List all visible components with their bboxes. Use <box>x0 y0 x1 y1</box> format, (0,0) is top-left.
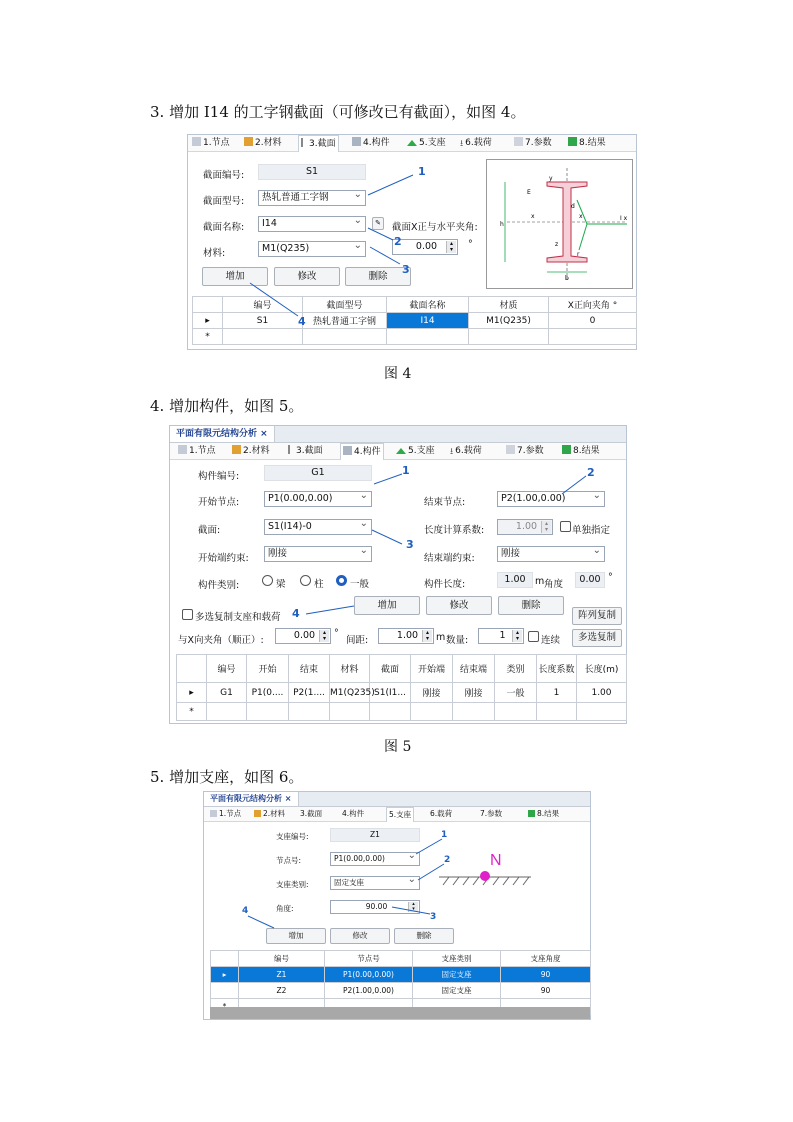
diagram-b-label: b <box>565 275 569 282</box>
continuous-label: 连续 <box>541 635 561 646</box>
add-button[interactable]: 增加 <box>202 267 268 286</box>
stepper-icon[interactable]: ▴ ▾ <box>319 630 329 642</box>
support-code-field: Z1 <box>330 828 420 842</box>
table-new-row[interactable]: * <box>177 703 627 721</box>
annotation-arrows <box>170 426 626 723</box>
edit-button[interactable]: 修改 <box>274 267 340 286</box>
member-length-field: 1.00 <box>497 572 533 588</box>
section-label: 截面: <box>198 525 221 536</box>
member-code-label: 构件编号: <box>198 471 240 482</box>
annotation-3: 3 <box>430 912 437 922</box>
radio-beam-label: 梁 <box>276 579 286 590</box>
edit-button[interactable]: 修改 <box>426 596 492 615</box>
table-header: 编号 开始 结束 材料 截面 开始端 结束端 类别 长度系数 长度(m) <box>177 655 627 683</box>
tab-members[interactable]: 4.构件 <box>342 809 365 818</box>
tab-supports[interactable]: 5.支座 <box>386 807 414 822</box>
meter-unit-2: m <box>436 632 446 643</box>
diagram-x-label-left: x <box>531 213 535 220</box>
tab-sections[interactable]: 3.截面 <box>288 444 323 458</box>
add-button[interactable]: 增加 <box>354 596 420 615</box>
stepper-icon[interactable]: ▴ ▾ <box>422 630 432 642</box>
node-label: 节点号: <box>276 856 302 865</box>
section-select[interactable]: S1(I14)-0 ⌄ <box>264 519 372 535</box>
annotation-1: 1 <box>418 165 426 178</box>
stepper-icon[interactable]: ▴ ▾ <box>541 521 551 533</box>
tab-materials[interactable]: 2.材料 <box>254 808 285 822</box>
section-name-label: 截面名称: <box>203 222 245 233</box>
annotation-4: 4 <box>242 906 249 916</box>
degree-label-2: ° <box>334 628 339 639</box>
member-code-field: G1 <box>264 465 372 481</box>
angle-label: 角度 <box>544 579 564 590</box>
diagram-ix-label: I x <box>620 215 628 222</box>
close-icon[interactable]: × <box>284 794 292 803</box>
table-row[interactable]: Z2 P2(1.00,0.00) 固定支座 90 <box>211 983 591 999</box>
tab-supports[interactable]: 5.支座 <box>396 444 435 458</box>
multi-copy-button[interactable]: 多选复制 <box>572 629 622 647</box>
member-length-label: 构件长度: <box>424 579 466 590</box>
document-tab[interactable]: 平面有限元结构分析 × <box>170 426 275 442</box>
tab-sections[interactable]: 3.截面 <box>298 135 339 152</box>
tab-loads[interactable]: ⭳ 6.载荷 <box>450 446 482 457</box>
multi-copy-label: 多选复制支座和载荷 <box>195 612 281 623</box>
stepper-icon[interactable]: ▴ ▾ <box>408 902 418 912</box>
section-type-label: 截面型号: <box>203 196 245 207</box>
radio-general-label: 一般 <box>350 579 370 590</box>
table-new-row[interactable]: * <box>193 329 637 345</box>
angle-field: 0.00 <box>575 572 605 588</box>
figure-4-caption: 图 4 <box>384 366 412 382</box>
angle-label: 角度: <box>276 904 294 913</box>
single-label: 单独指定 <box>572 525 611 536</box>
start-constraint-label: 开始端约束: <box>198 553 249 564</box>
x-angle-label: 与X向夹角（顺正）: <box>178 635 264 646</box>
start-node-label: 开始节点: <box>198 497 240 508</box>
delete-button[interactable]: 删除 <box>498 596 564 615</box>
close-icon[interactable]: × <box>260 429 268 439</box>
tab-results[interactable]: 8.结果 <box>568 136 606 150</box>
add-button[interactable]: 增加 <box>266 928 326 944</box>
annotation-4: 4 <box>292 607 300 620</box>
tab-nodes[interactable]: 1.节点 <box>210 808 241 822</box>
tab-materials[interactable]: 2.材料 <box>232 444 270 458</box>
table-row[interactable]: ▸ G1 P1(0.... P2(1.... M1(Q235) S1(I1... 刚接 刚接 一般 1 1.00 <box>177 683 627 703</box>
end-node-select[interactable]: P2(1.00,0.00) ⌄ <box>497 491 605 507</box>
angle-input[interactable]: 90.00 ▴ ▾ <box>330 900 420 914</box>
section-angle-input[interactable]: 0.00 ▴ ▾ <box>392 239 458 255</box>
length-factor-label: 长度计算系数: <box>424 525 485 536</box>
gap-label: 间距: <box>346 635 369 646</box>
tab-materials[interactable]: 2.材料 <box>244 136 282 150</box>
tab-nodes[interactable]: 1.节点 <box>178 444 216 458</box>
delete-button[interactable]: 删除 <box>394 928 454 944</box>
table-header: 编号 节点号 支座类别 支座角度 <box>211 951 591 967</box>
tab-results[interactable]: 8.结果 <box>528 808 559 822</box>
support-panel <box>203 791 591 1020</box>
stepper-icon[interactable]: ▴ ▾ <box>512 630 522 642</box>
count-label: 数量: <box>446 635 469 646</box>
tab-loads[interactable]: ⭳ 6.载荷 <box>460 138 492 149</box>
diagram-d-label: d <box>571 203 575 210</box>
edit-section-icon[interactable]: ✎ <box>372 217 384 230</box>
load-arrow-icon: ⭳ <box>450 447 454 457</box>
degree-label: ° <box>608 572 613 583</box>
annotation-arrows <box>188 135 636 349</box>
step-4-text: 4. 增加构件，如图 5。 <box>150 397 304 415</box>
member-panel <box>169 425 627 724</box>
tab-nodes[interactable]: 1.节点 <box>192 136 230 150</box>
delete-button[interactable]: 删除 <box>345 267 411 286</box>
annotation-3: 3 <box>402 263 410 276</box>
length-factor-input[interactable]: 1.00 ▴ ▾ <box>497 519 553 535</box>
annotation-4: 4 <box>298 315 306 328</box>
material-label: 材料: <box>203 248 226 259</box>
table-row[interactable]: ▸ S1 热轧普通工字钢 I14 M1(Q235) 0 <box>193 313 637 329</box>
annotation-3: 3 <box>406 538 414 551</box>
tab-members[interactable]: 4.构件 <box>340 443 384 460</box>
end-node-label: 结束节点: <box>424 497 466 508</box>
support-type-label: 支座类别: <box>276 880 309 889</box>
section-angle-label: 截面X正与水平夹角: <box>392 222 478 233</box>
tab-results[interactable]: 8.结果 <box>562 444 600 458</box>
gap-input[interactable]: 1.00 ▴ ▾ <box>378 628 434 644</box>
figure-5-caption: 图 5 <box>384 739 412 755</box>
section-name-select[interactable]: I14 ⌄ <box>258 216 366 232</box>
section-type-select[interactable]: 热轧普通工字钢 ⌄ <box>258 190 366 206</box>
member-kind-label: 构件类别: <box>198 580 240 591</box>
start-constraint-select[interactable]: 刚接 ⌄ <box>264 546 372 562</box>
diagram-h-label: h <box>500 221 504 228</box>
annotation-arrows <box>204 792 590 1019</box>
diagram-z-label: z <box>555 241 559 248</box>
section-code-label: 截面编号: <box>203 170 245 181</box>
tab-params[interactable]: 7.参数 <box>514 136 552 150</box>
stepper-icon[interactable]: ▴ ▾ <box>446 241 456 253</box>
tab-supports[interactable]: 5.支座 <box>407 136 446 150</box>
material-select[interactable]: M1(Q235) ⌄ <box>258 241 366 257</box>
tab-params[interactable]: 7.参数 <box>480 809 503 818</box>
annotation-1: 1 <box>441 830 448 840</box>
tab-loads[interactable]: 6.载荷 <box>430 809 453 818</box>
tab-params[interactable]: 7.参数 <box>506 444 544 458</box>
document-tab[interactable]: 平面有限元结构分析 × <box>204 792 299 806</box>
annotation-2: 2 <box>444 855 451 865</box>
step-5-text: 5. 增加支座，如图 6。 <box>150 768 304 786</box>
radio-column-label: 柱 <box>314 579 324 590</box>
meter-unit: m <box>535 576 545 587</box>
section-panel <box>187 134 637 350</box>
edit-button[interactable]: 修改 <box>330 928 390 944</box>
diagram-x-label-right: x <box>579 213 583 220</box>
tab-members[interactable]: 4.构件 <box>352 136 390 150</box>
load-arrow-icon: ⭳ <box>460 139 464 149</box>
support-code-label: 支座编号: <box>276 832 309 841</box>
table-header: 编号 截面型号 截面名称 材质 X正向夹角 ° <box>193 297 637 313</box>
north-label: N <box>490 852 502 869</box>
diagram-y-label: y <box>549 175 553 182</box>
node-select[interactable]: P1(0.00,0.00) ⌄ <box>330 852 420 866</box>
degree-label: ° <box>468 239 473 250</box>
table-row[interactable]: ▸ Z1 P1(0.00,0.00) 固定支座 90 <box>211 967 591 983</box>
annotation-2: 2 <box>587 466 595 479</box>
end-constraint-select[interactable]: 刚接 ⌄ <box>497 546 605 562</box>
diagram-e-label: E <box>527 189 531 196</box>
diagram-r-label: r <box>577 251 580 258</box>
array-copy-button[interactable]: 阵列复制 <box>572 607 622 625</box>
start-node-select[interactable]: P1(0.00,0.00) ⌄ <box>264 491 372 507</box>
section-code-field: S1 <box>258 164 366 180</box>
x-angle-input[interactable]: 0.00 ▴ ▾ <box>275 628 331 644</box>
count-input[interactable]: 1 ▴ ▾ <box>478 628 524 644</box>
annotation-2: 2 <box>394 235 402 248</box>
end-constraint-label: 结束端约束: <box>424 553 475 564</box>
step-3-text: 3. 增加 I14 的工字钢截面（可修改已有截面），如图 4。 <box>150 103 526 121</box>
annotation-1: 1 <box>402 464 410 477</box>
tab-sections[interactable]: 3.截面 <box>300 809 323 818</box>
support-type-select[interactable]: 固定支座 ⌄ <box>330 876 420 890</box>
